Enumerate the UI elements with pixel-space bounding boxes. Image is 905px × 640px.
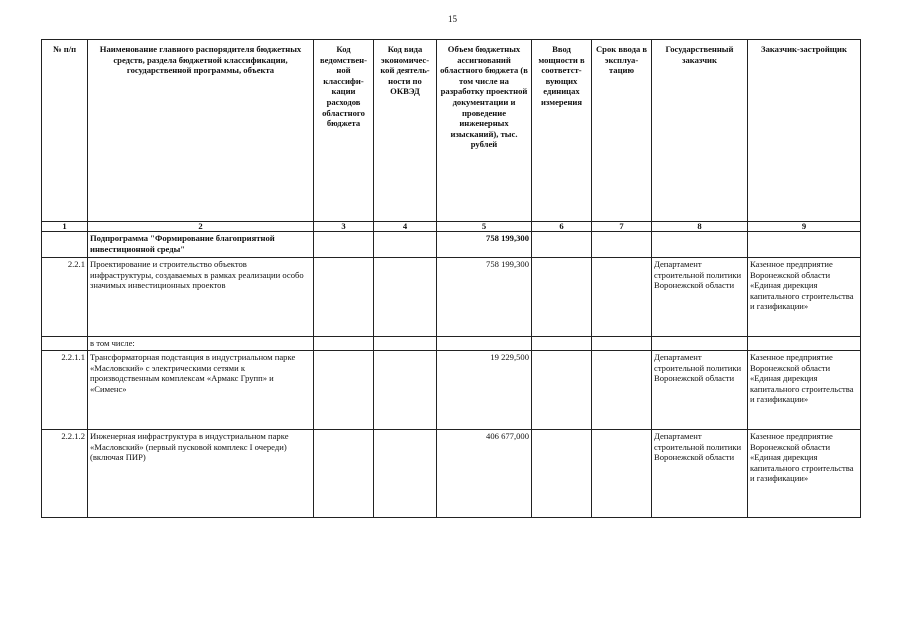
empty-cell (374, 337, 437, 351)
row-number: 2.2.1.1 (42, 351, 88, 430)
state-customer: Департамент строительной политики Воронежской области (652, 430, 748, 518)
empty-cell (592, 258, 652, 337)
header-row (42, 40, 861, 222)
column-number: 2 (88, 222, 314, 232)
empty-cell (42, 232, 88, 258)
empty-cell (314, 351, 374, 430)
column-number: 5 (437, 222, 532, 232)
empty-cell (532, 258, 592, 337)
object-amount: 406 677,000 (437, 430, 532, 518)
object-name: Проектирование и строительство объектов инфраструктуры, создаваемых в рамках реализации особо значимых инвестиционных проектов (88, 258, 314, 337)
column-number: 8 (652, 222, 748, 232)
table-row (42, 337, 861, 351)
object-name: Инженерная инфраструктура в индустриальном парке «Масловский» (первый пусковой комплекс I очереди) (включая ПИР) (88, 430, 314, 518)
header-deadline: Срок ввода в эксплуа-тацию (592, 40, 652, 222)
row-number: 2.2.1.2 (42, 430, 88, 518)
object-amount: 758 199,300 (437, 258, 532, 337)
state-customer: Департамент строительной политики Воронежской области (652, 351, 748, 430)
column-number-row (42, 222, 861, 232)
developer: Казенное предприятие Воронежской области «Единая дирекция капитального строительства и газификации» (748, 258, 861, 337)
header-name: Наименование главного распорядителя бюджетных средств, раздела бюджетной классификации, государственной программы, объекта (88, 40, 314, 222)
subprogram-name: Подпрограмма "Формирование благоприятной инвестиционной среды" (88, 232, 314, 258)
empty-cell (652, 232, 748, 258)
header-amount: Объем бюджетных ассигнований областного бюджета (в том числе на разработку проектной документации и проведение инженерных изысканий), тыс. рублей (437, 40, 532, 222)
empty-cell (532, 232, 592, 258)
header-customer: Государственный заказчик (652, 40, 748, 222)
column-number: 7 (592, 222, 652, 232)
empty-cell (314, 232, 374, 258)
empty-cell (532, 337, 592, 351)
including-label: в том числе: (88, 337, 314, 351)
object-name: Трансформаторная подстанция в индустриальном парке «Масловский» с электрическими сетями к производственным комплексам «Армакс Групп» и «Сименс» (88, 351, 314, 430)
header-capacity: Ввод мощности в соответст-вующих единицах измерения (532, 40, 592, 222)
empty-cell (42, 337, 88, 351)
table-row (42, 430, 861, 518)
empty-cell (592, 430, 652, 518)
empty-cell (592, 232, 652, 258)
column-number: 4 (374, 222, 437, 232)
empty-cell (314, 258, 374, 337)
subprogram-amount: 758 199,300 (437, 232, 532, 258)
header-okved: Код вида экономичес-кой деятель-ности по ОКВЭД (374, 40, 437, 222)
table-row (42, 351, 861, 430)
row-number: 2.2.1 (42, 258, 88, 337)
empty-cell (314, 337, 374, 351)
column-number: 1 (42, 222, 88, 232)
empty-cell (374, 232, 437, 258)
empty-cell (532, 351, 592, 430)
empty-cell (374, 351, 437, 430)
empty-cell (592, 337, 652, 351)
subprogram-row (42, 232, 861, 258)
state-customer: Департамент строительной политики Воронежской области (652, 258, 748, 337)
header-developer: Заказчик-застройщик (748, 40, 861, 222)
empty-cell (314, 430, 374, 518)
developer: Казенное предприятие Воронежской области «Единая дирекция капитального строительства и газификации» (748, 351, 861, 430)
empty-cell (748, 337, 861, 351)
empty-cell (437, 337, 532, 351)
empty-cell (592, 351, 652, 430)
empty-cell (374, 258, 437, 337)
empty-cell (652, 337, 748, 351)
empty-cell (374, 430, 437, 518)
empty-cell (748, 232, 861, 258)
header-dept-code: Код ведомствен-ной классифи-кации расходов областного бюджета (314, 40, 374, 222)
column-number: 9 (748, 222, 861, 232)
empty-cell (532, 430, 592, 518)
header-num: № п/п (42, 40, 88, 222)
budget-table (41, 39, 861, 518)
page-number: 15 (448, 14, 457, 24)
column-number: 3 (314, 222, 374, 232)
table-row (42, 258, 861, 337)
object-amount: 19 229,500 (437, 351, 532, 430)
developer: Казенное предприятие Воронежской области «Единая дирекция капитального строительства и газификации» (748, 430, 861, 518)
column-number: 6 (532, 222, 592, 232)
